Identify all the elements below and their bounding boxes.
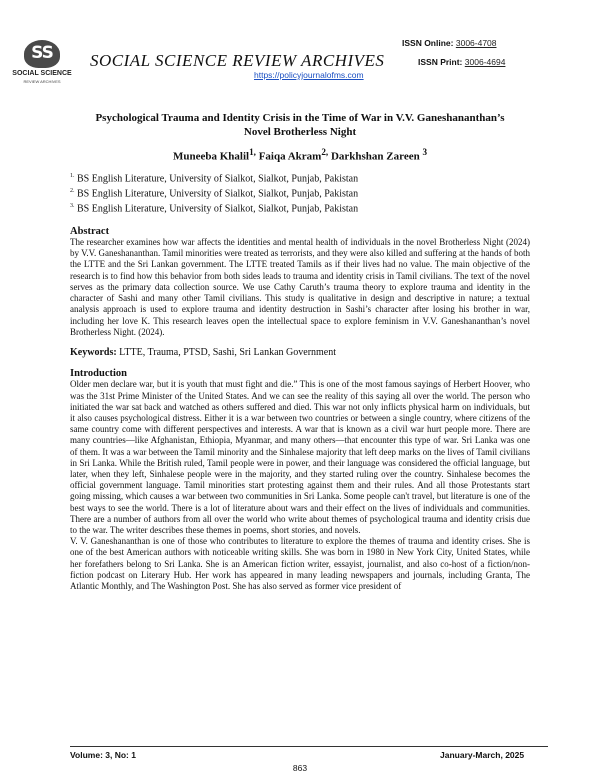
abstract-text: The researcher examines how war affects the identities and mental health of individuals in the novel Brotherless Night (2024) by V.V. Ganeshananthan. Tamil minorities were treated as terrorists, and they were also killed and suffering at the hands of both the LTTE and the Sri Lankan government. The LTTE treated Tamils as if their lives had no value. The main objective of the research is to find how this behavior from both sides leads to trauma and identity crisis in Tamil civilians. The text of the novel serves as the primary data collection source. We use Cathy Caruth’s trauma theory to explore trauma and identity in the character of Sashi and many other Tamil civilians. This study is qualitative in design and descriptive in nature; a textual analysis approach is used to explore trauma and identity destruction in Sashi’s character after losing his brother in war, including her love K. This research leaves open the intellectual space to explore feminism in V.V. Ganeshananthan’s novel Brotherless Night. (2024). — [70, 236, 530, 338]
affiliations — [70, 170, 530, 216]
author-name: Darkhshan Zareen — [330, 150, 420, 163]
issn-print-number[interactable]: 3006-4694 — [464, 57, 506, 67]
author-name: Muneeba Khalil — [172, 150, 250, 163]
logo-mark: SS — [24, 40, 60, 68]
introduction-paragraph: V. V. Ganeshananthan is one of those who contributes to literature to explore the themes of trauma and identity crises. She is one of the best American authors with noticeable writing skills. She was born in 1980 in New York City, United States, while her forefathers belong to Sri Lanka. She is an American fiction writer, essayist, journalist, and also co-host of a fiction/non-fiction podcast on Literary Hub. Her work has appeared in many leading newspapers and journals, including Granta, The Atlantic Monthly, and The Washington Post. She has also served as former vice president of — [70, 536, 530, 591]
affiliation-item: $^{1.}$ BS English Literature, University of Sialkot, Sialkot, Punjab, Pakistan — [70, 172, 359, 184]
journal-header — [0, 0, 600, 92]
paper-content — [70, 111, 530, 592]
page-number: 863 — [292, 763, 308, 773]
introduction-heading: Introduction — [70, 368, 127, 380]
keywords — [70, 347, 530, 358]
paper-title: Psychological Trauma and Identity Crisis in the Time of War in V.V. Ganeshananthan’s Novel Brotherless Night — [95, 112, 505, 138]
logo-subtext: REVIEW ARCHIVES — [23, 79, 61, 84]
issn-online-number[interactable]: 3006-4708 — [455, 38, 497, 48]
author-mark: 2, — [321, 147, 329, 157]
issn-online: ISSN Online: 3006-4708 — [402, 38, 497, 48]
issn-print: ISSN Print: 3006-4694 — [418, 57, 506, 67]
journal-title: SOCIAL SCIENCE REVIEW ARCHIVES — [90, 51, 385, 70]
author-name: Faiqa Akram — [258, 150, 322, 163]
abstract-heading: Abstract — [70, 225, 110, 237]
affiliation-item: $^{2.}$ BS English Literature, University of Sialkot, Sialkot, Punjab, Pakistan — [70, 187, 359, 200]
author-mark: 3 — [422, 147, 428, 157]
keywords-label: Keywords: — [70, 347, 117, 359]
author-mark: 1, — [249, 147, 256, 157]
introduction-paragraph: Older men declare war, but it is youth that must fight and die.” This is one of the most famous sayings of Herbert Hoover, who was the 31st Prime Minister of the United States. And we can see the reality of this saying all over the world. The person who initiated the war sat back and watched as others suffered and died. This war not only inflicts physical harm on individuals, but it also causes psychological distress. Either it is a war between two countries or between a single country, where citizens of the same country come with different perspectives and interests. A war that is known as a civil war hurt people more. There are many countries—like Afghanistan, Ethiopia, Myanmar, and many others—that encounter this type of war. Sri Lanka was one of them. It was a war between the Tamil minority and the Sinhalese majority that left deep marks on the lives of Tamil civilians in Sri Lanka. While the British ruled, Tamil people were in power, and their language was considered the official language, but later, when they left, Sinhalese people were in the majority, and they started ruling over the country. Sinhalese becomes the official government language. Tamil minorities start protesting against them and their rules. And all those Protestants start going missing, which causes a war between two communities in Sri Lanka. Some people can't travel, but literature is one of the best ways to see the world. There is a lot of literature about wars and their effect on the lives of individuals and communities. There are a number of authors from all over the world who write about themes of psychological trauma and identity crisis due to the war. The writer describes these themes in poems, short stories, and novels. — [70, 379, 530, 535]
journal-logo — [6, 40, 78, 90]
footer-volume: Volume: 3, No: 1 — [70, 750, 136, 760]
affiliation-item: $^{3.}$ BS English Literature, University of Sialkot, Sialkot, Punjab, Pakistan — [70, 203, 359, 215]
logo-text: SOCIAL SCIENCE — [12, 70, 72, 77]
keywords-value: LTTE, Trauma, PTSD, Sashi, Sri Lankan Government — [119, 347, 337, 359]
footer-date: January-March, 2025 — [440, 750, 525, 760]
footer-divider — [70, 746, 548, 747]
journal-url-link[interactable]: https://policyjournalofms.com — [254, 70, 364, 80]
author-list — [70, 147, 530, 163]
